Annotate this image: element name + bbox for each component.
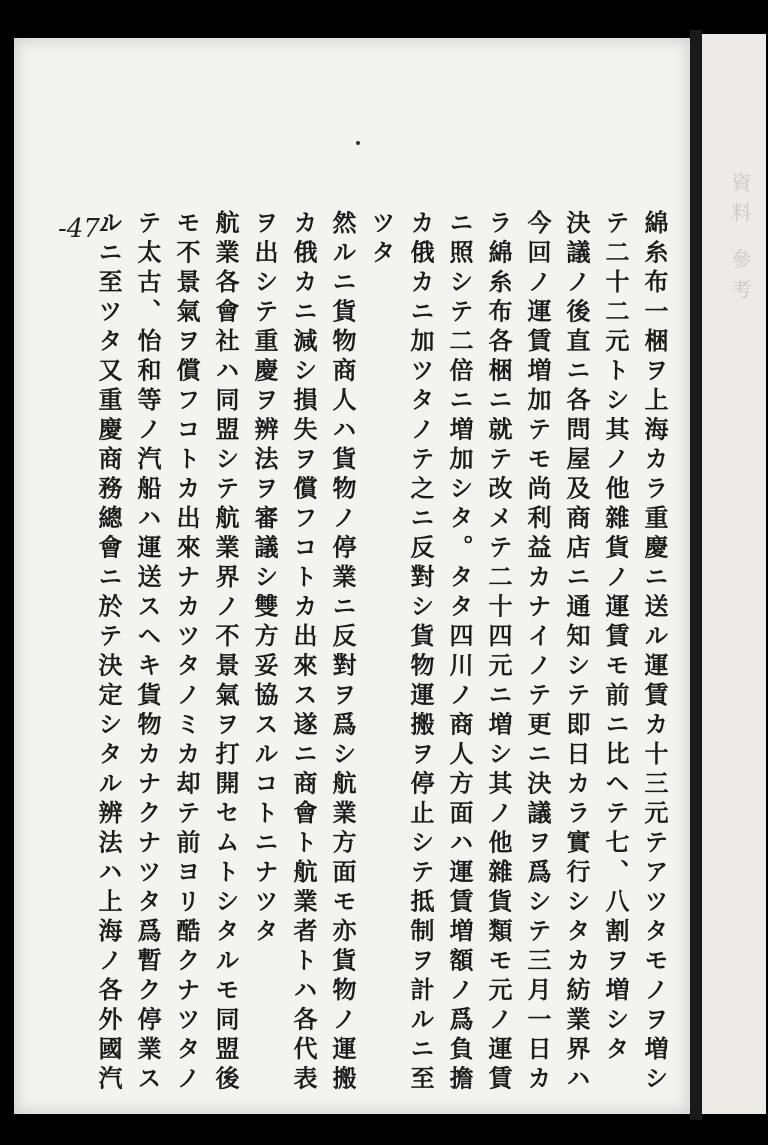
text-column-3: 決議ノ後直ニ各問屋及商店ニ通知シテ即日カラ實行シタカ紡業界ハ (562, 210, 591, 1095)
text-column-13: モ不景氣ヲ償フコトカ出來ナカツタノミカ却テ前ヨリ酷クナツタノ (172, 210, 201, 1095)
text-column-1: 綿糸布一梱ヲ上海カラ重慶ニ送ル運賃カ十三元テアツタモノヲ増シ (640, 210, 669, 1095)
document-page (14, 38, 690, 1114)
text-column-10: カ俄カニ減シ損失ヲ償フコトカ出來ス遂ニ商會ト航業者トハ各代表 (289, 210, 318, 1095)
text-column-9: 然ルニ貨物商人ハ貨物ノ停業ニ反對ヲ爲シ航業方面モ亦貨物ノ運搬 (328, 210, 357, 1095)
text-column-7: カ俄カニ加ツタノテ之ニ反對シ貨物運搬ヲ停止シテ抵制ヲ計ルニ至 (406, 210, 435, 1095)
text-column-8: ツタ (367, 210, 396, 269)
text-column-6: ニ照シテ二倍ニ増加シタ。タタ四川ノ商人方面ハ運賃増額ノ爲負擔 (445, 210, 474, 1095)
text-column-15: ルニ至ツタ又重慶商務總會ニ於テ決定シタル辨法ハ上海ノ各外國汽 (94, 210, 123, 1095)
text-column-12: 航業各會社ハ同盟シテ航業界ノ不景氣ヲ打開セムトシタルモ同盟後 (211, 210, 240, 1095)
ink-dot (356, 141, 360, 145)
text-column-4: 今回ノ運賃増加テモ尚利益カナイノテ更ニ決議ヲ爲シテ三月一日カ (523, 210, 552, 1095)
adjacent-page (702, 34, 766, 1114)
text-column-11: ヲ出シテ重慶ヲ辨法ヲ審議シ雙方妥協スルコトニナツタ (250, 210, 279, 948)
page-number: -47- (58, 214, 109, 244)
adjacent-page-text: 資料 參考 (728, 172, 752, 309)
text-column-5: ラ綿糸布各梱ニ就テ改メテ二十四元ニ増シ其ノ他雜貨類モ元ノ運賃 (484, 210, 513, 1095)
text-column-14: テ太古、怡和等ノ汽船ハ運送スヘキ貨物カナクナツタ爲暫ク停業ス (133, 210, 162, 1095)
text-column-2: テ二十二元トシ其ノ他雜貨ノ運賃モ前ニ比ヘテ七、八割ヲ増シタ (601, 210, 630, 1066)
book-spine (690, 30, 702, 1120)
